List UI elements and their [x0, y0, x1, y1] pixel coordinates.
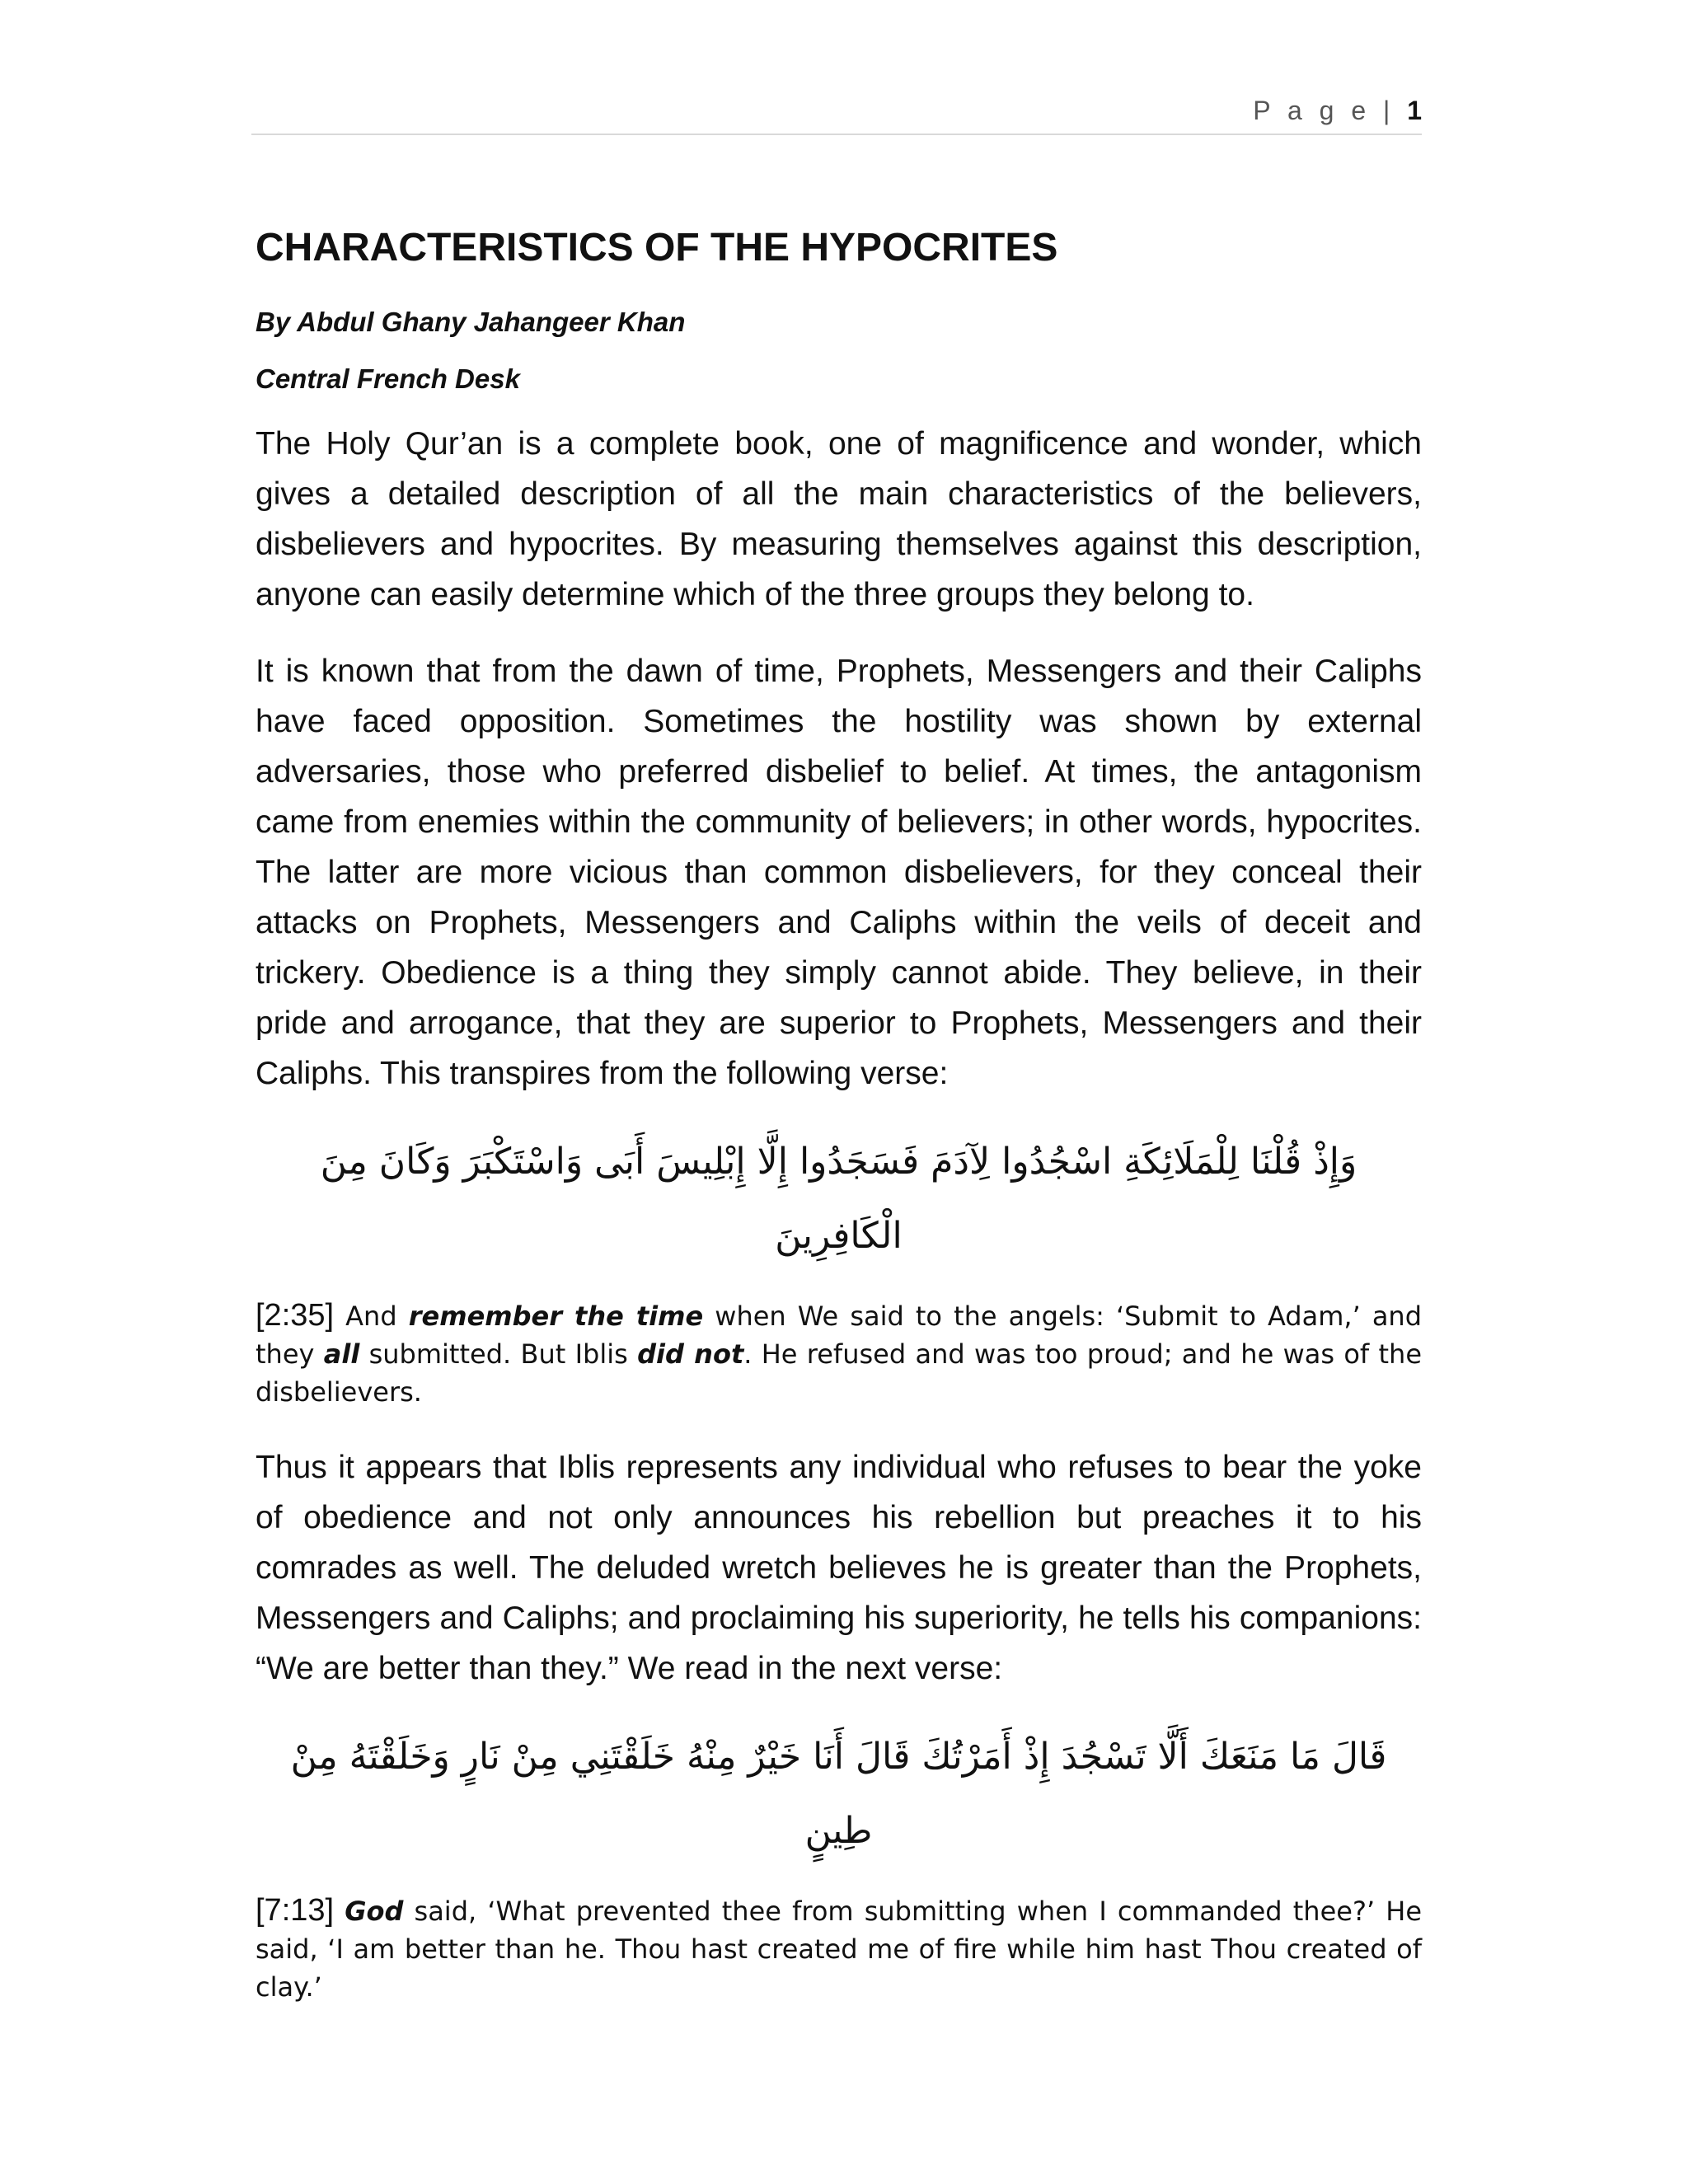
arabic-verse-1: وَإِذْ قُلْنَا لِلْمَلَائِكَةِ اسْجُدُوا لِآدَمَ فَسَجَدُوا إِلَّا إِبْلِيسَ أَبَى وَاسْتَكْبَرَ وَكَانَ مِنَ الْكَافِرِينَ [320, 1141, 1357, 1258]
verse-emphasis: did not [637, 1338, 744, 1371]
page-number [1253, 96, 1422, 126]
verse-emphasis: remember the time [408, 1301, 704, 1333]
article-title: CHARACTERISTICS OF THE HYPOCRITES [256, 226, 1058, 269]
article [256, 223, 1422, 2037]
article-author: By Abdul Ghany Jahangeer Khan [256, 307, 686, 338]
page-separator: | [1371, 96, 1408, 125]
verse-emphasis: God [345, 1896, 404, 1928]
paragraph-2: It is known that from the dawn of time, Prophets, Messengers and their Caliphs have faced opposition. Sometimes the hostility was shown by external adversaries, those who preferred disbelief to belief. At times, the antagonism came from enemies within the community of believers; in other words, hypocrites. The latter are more vicious than common disbelievers, for they conceal their attacks on Prophets, Messengers and Caliphs within the veils of deceit and trickery. Obedience is a thing they simply cannot abide. They believe, in their pride and arrogance, that they are superior to Prophets, Messengers and their Caliphs. This transpires from the following verse: [256, 654, 1422, 1092]
verse-text: And [334, 1301, 409, 1333]
verse-text: said, ‘What prevented thee from submitting when I commanded thee?’ He said, ‘I am better than he. Thou hast created me of fire while him hast Thou created of clay.’ [256, 1896, 1422, 2004]
verse-translation-2 [256, 1891, 1422, 2006]
article-desk: Central French Desk [256, 363, 520, 395]
verse-text: . He refused and was too proud; and he was of the disbelievers. [256, 1338, 1423, 1408]
verse-text: when We said to the angels: ‘Submit to Adam,’ and they [256, 1301, 1423, 1371]
paragraph-1: The Holy Qur’an is a complete book, one of magnificence and wonder, which gives a detailed description of all the main characteristics of the believers, disbelievers and hypocrites. By measuring themselves against this description, anyone can easily determine which of the three groups they belong to. [256, 426, 1422, 613]
page-header [251, 91, 1422, 135]
page-label: P a g e [1253, 96, 1372, 125]
verse-translation-1 [256, 1296, 1422, 1411]
page-number-value: 1 [1407, 96, 1422, 125]
arabic-verse-2: قَالَ مَا مَنَعَكَ أَلَّا تَسْجُدَ إِذْ أَمَرْتُكَ قَالَ أَنَا خَيْرٌ مِنْهُ خَلَقْتَنِي مِنْ نَارٍ وَخَلَقْتَهُ مِنْ طِينٍ [290, 1736, 1387, 1853]
paragraph-3: Thus it appears that Iblis represents any individual who refuses to bear the yoke of obedience and not only announces his rebellion but preaches it to his comrades as well. The deluded wretch believes he is greater than the Prophets, Messengers and Caliphs; and proclaiming his superiority, he tells his companions: “We are better than they.” We read in the next verse: [256, 1450, 1422, 1687]
verse-text: submitted. But Iblis [359, 1338, 638, 1371]
verse-reference: [7:13] [256, 1893, 335, 1929]
verse-emphasis: all [323, 1338, 360, 1371]
verse-reference: [2:35] [256, 1298, 335, 1333]
